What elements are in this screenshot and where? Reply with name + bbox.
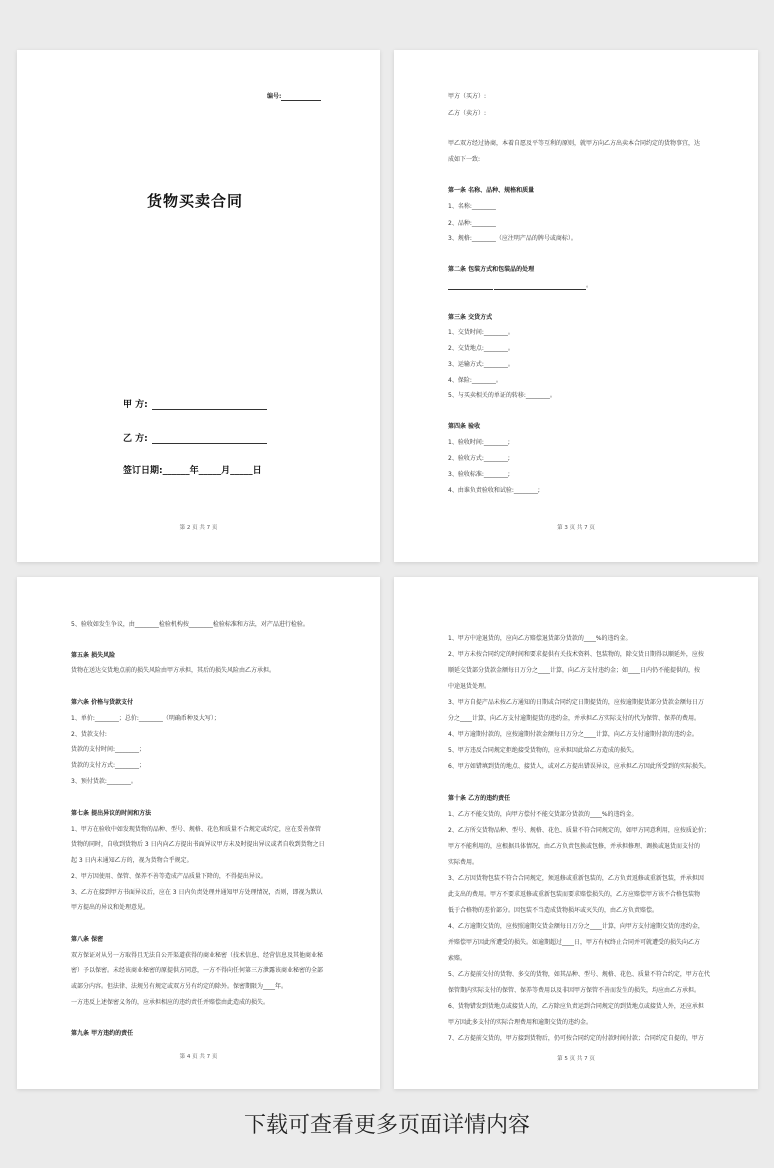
watermark xyxy=(537,440,557,464)
article-2-title: 第二条 包装方式和包装品的处理 xyxy=(448,266,535,273)
page-footer: 第 3 页 共 7 页 xyxy=(557,525,595,531)
text-line: 3、乙方在接到甲方书面异议后，应在 3 日内负责处理并通知甲方处理情况，否则，即视为默认 xyxy=(71,889,323,896)
text-line: 分之____计算，向乙方支付逾期提货的违约金，并承担乙方实际支付的代为保管、保养的费用。 xyxy=(448,715,701,722)
article-6-title: 第六条 价格与货款支付 xyxy=(71,699,134,706)
text-line: 货物的同时，自收到货物后 3 日内向乙方提出书面异议甲方未及时提出异议或者自收到货物之日 xyxy=(71,841,325,848)
list-item: 1、名称:________ xyxy=(448,203,496,210)
list-item: 4、由谁负责验收和试验:________; xyxy=(448,487,540,494)
text-line: 2、甲方因使用、保管、保养不善等造成产品质量下降的，不得提出异议。 xyxy=(71,873,267,880)
text-line: 5、验收如发生争议，由________检验机构按________检验标准和方法，对产品进行检验。 xyxy=(71,621,309,628)
list-item: 1、单价:________；总价:________（明确币种及大写）； xyxy=(71,715,220,722)
party-a-field xyxy=(123,397,267,410)
document-title: 货物买卖合同 xyxy=(147,192,244,210)
text-line: 成如下一致: xyxy=(448,156,481,163)
article-4-title: 第四条 验收 xyxy=(448,423,481,430)
blank-line: 。 xyxy=(448,282,592,290)
list-item: 2、交货地点:________。 xyxy=(448,345,514,352)
list-item: 货款的支付时间:________； xyxy=(71,746,146,753)
text-line: 4、甲方逾期付款的，应按逾期付款金额每日万分之____计算，向乙方支付逾期付款的违约金。 xyxy=(448,731,698,738)
text-line: 7、乙方提前交货的，甲方接到货物后，仍可按合同约定的付款时间付款；合同约定自提的，甲方 xyxy=(448,1035,704,1042)
contract-number xyxy=(267,93,321,101)
party-b-field xyxy=(123,431,267,444)
text-line: 甲方不能利用的，应根据具体情况，由乙方负责包换或包修，并承担修理、调换或退货而支付的 xyxy=(448,843,701,850)
list-item: 3、运输方式:________。 xyxy=(448,361,514,368)
text-line: 2、乙方所交货物品种、型号、规格、花色、质量不符合同规定的，如甲方同意利用，应按质论价； xyxy=(448,827,710,834)
page-3 xyxy=(394,50,758,562)
text-line: 3、乙方因货物包装不符合合同规定，须返修或重新包装的，乙方负责返修或重新包装，并承担因 xyxy=(448,875,704,882)
list-item: 货款的支付方式:________； xyxy=(71,762,146,769)
text-line: 1、甲方在验收中如发现货物的品种、型号、规格、花色和质量不合规定或约定，应在妥善保管 xyxy=(71,826,321,833)
text-line: 5、乙方提前交付的货物、多交的货物，如其品种、型号、规格、花色、质量不符合约定，甲方在代 xyxy=(448,971,710,978)
list-item: 2、品种:________ xyxy=(448,220,496,227)
text-line: 货物在送达交货地点前的损失风险由甲方承担，其后的损失风险由乙方承担。 xyxy=(71,667,276,674)
article-9-title: 第九条 甲方违约的责任 xyxy=(71,1030,134,1037)
text-line: 甲方因此多支付的实际合理费用和逾期交货的违约金。 xyxy=(448,1019,593,1026)
text-line: 或部分内容。但法律、法规另有规定或双方另有约定的除外。保密期限为____年。 xyxy=(71,983,288,990)
list-item: 2、货款支付: xyxy=(71,731,107,738)
page-footer: 第 2 页 共 7 页 xyxy=(179,525,218,531)
text-line: 6、货物错发到货地点或接货人的，乙方除应负责运到合同规定的到货地点或接货人外，还应承担 xyxy=(448,1003,704,1010)
sign-date-field: 签订日期:______年_____月_____日 xyxy=(123,466,262,476)
text-line: 此支出的费用。甲方不要求返修或重新包装而要求赔偿损失的，乙方应赔偿甲方该不合格包装物 xyxy=(448,891,701,898)
text-line: 3、甲方自提产品未按乙方通知的日期或合同约定日期提货的，应按逾期提货部分货款金额每日万 xyxy=(448,699,704,706)
text-line: 4、乙方逾期交货的，应按照逾期交货金额每日万分之____计算，向甲方支付逾期交货的违约金， xyxy=(448,923,704,930)
text-line: 2、甲方未按合同约定的时间和要求提供有关技术资料、包装物的，除交货日期得以顺延外，应按 xyxy=(448,651,704,658)
text-line: 低于合格物的差价部分。因包装不当造成货物损坏或灭失的，由乙方负责赔偿。 xyxy=(448,907,659,914)
download-caption: 下载可查看更多页面详情内容 xyxy=(243,1113,530,1138)
text-line: 保管期内实际支付的保管、保养等费用以及非因甲方保管不善而发生的损失，均应由乙方承担。 xyxy=(448,987,701,994)
list-item: 3、验收标准:________; xyxy=(448,471,510,478)
text-line: 索赔。 xyxy=(448,955,467,962)
text-line: 一方违反上述保密义务的，应承担相应的违约责任并赔偿由此造成的损失。 xyxy=(71,999,270,1006)
text-line: 乙方（卖方）: xyxy=(448,110,487,117)
text-line: 双方保证对从另一方取得且无法自公开渠道获得的商业秘密（技术信息、经营信息及其他商业秘 xyxy=(71,952,324,959)
text-line: 甲方提出的异议和处理意见。 xyxy=(71,904,150,911)
article-7-title: 第七条 提出异议的时间和方法 xyxy=(71,810,152,817)
text-line: 实际费用。 xyxy=(448,859,479,866)
page-footer: 第 5 页 共 7 页 xyxy=(557,1056,595,1062)
text-line: 中途退货处理。 xyxy=(448,683,491,690)
text-line: 密）予以保密。未经该商业秘密的原提供方同意，一方不得向任何第三方泄露该商业秘密的全部 xyxy=(71,967,324,974)
article-3-title: 第三条 交货方式 xyxy=(448,314,493,321)
article-1-title: 第一条 名称、品种、规格和质量 xyxy=(448,187,535,194)
article-8-title: 第八条 保密 xyxy=(71,936,104,943)
text-line: 甲乙双方经过协商，本着自愿及平等互利的原则，就甲方向乙方出卖本合同约定的货物事宜，达 xyxy=(448,140,701,147)
list-item: 3、预付货款:________。 xyxy=(71,778,137,785)
text-line: 5、甲方违反合同规定拒绝接受货物的，应承担因此给乙方造成的损失。 xyxy=(448,747,638,754)
text-line: 1、甲方中途退货的，应向乙方赔偿退货部分货款的____%的违约金。 xyxy=(448,635,632,642)
article-5-title: 第五条 损失风险 xyxy=(71,652,116,659)
list-item: 2、验收方式:________; xyxy=(448,455,510,462)
text-line: 甲方（买方）: xyxy=(448,93,487,100)
article-10-title: 第十条 乙方的违约责任 xyxy=(448,795,511,802)
page-footer: 第 4 页 共 7 页 xyxy=(179,1054,218,1060)
list-item: 1、验收时间:________; xyxy=(448,439,510,446)
text-line: 6、甲方如错填到货的地点、接货人，或对乙方提出错误异议，应承担乙方因此所受到的实际损失。 xyxy=(448,763,710,770)
page-4 xyxy=(17,577,380,1089)
list-item: 3、规格:________（应注明产品的牌号或商标）。 xyxy=(448,235,577,242)
text-line: 并赔偿甲方因此所遭受的损失。如逾期超过____日，甲方有权终止合同并可就遭受的损失向乙方 xyxy=(448,939,701,946)
contract-number-label: 编号: xyxy=(267,93,282,100)
text-line: 顺延交货部分货款金额每日万分之____计算，向乙方支付违约金；如____日内仍不能提供的，按 xyxy=(448,667,701,674)
text-line: 起 3 日内未通知乙方的，视为货物合乎规定。 xyxy=(71,857,193,864)
page-5 xyxy=(394,577,758,1089)
party-a-label: 甲 方: xyxy=(123,400,148,410)
party-b-label: 乙 方: xyxy=(123,434,148,444)
text-line: 1、乙方不能交货的，向甲方偿付不能交货部分货款的____%的违约金。 xyxy=(448,811,638,818)
page-cover xyxy=(17,50,380,562)
list-item: 1、交货时间:________。 xyxy=(448,329,514,336)
list-item: 4、保险:________。 xyxy=(448,377,502,384)
list-item: 5、与买卖相关的单证的转移:________。 xyxy=(448,392,556,399)
